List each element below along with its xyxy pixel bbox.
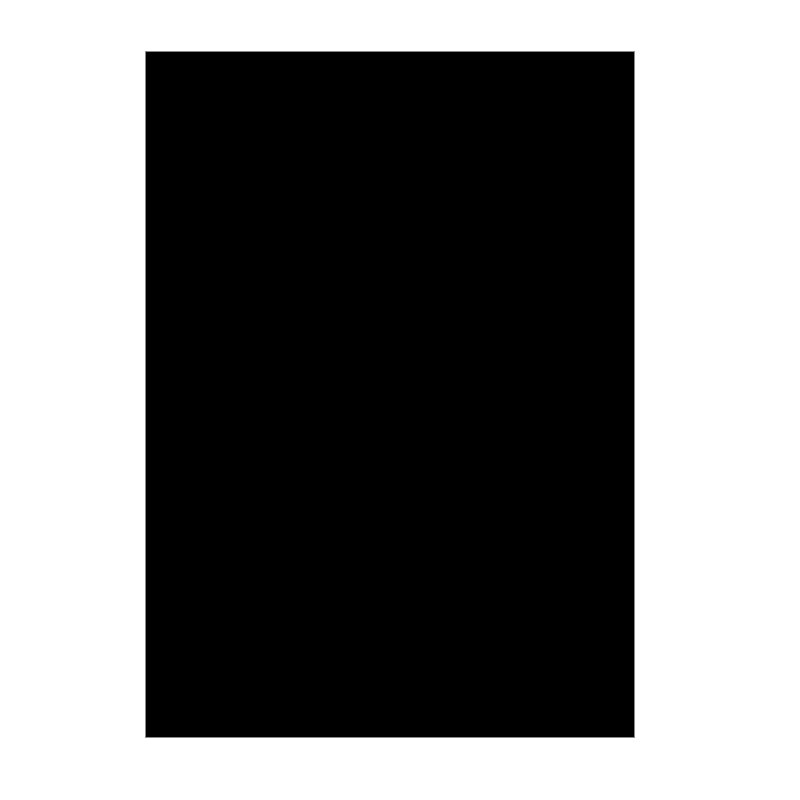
black-page <box>145 51 635 738</box>
